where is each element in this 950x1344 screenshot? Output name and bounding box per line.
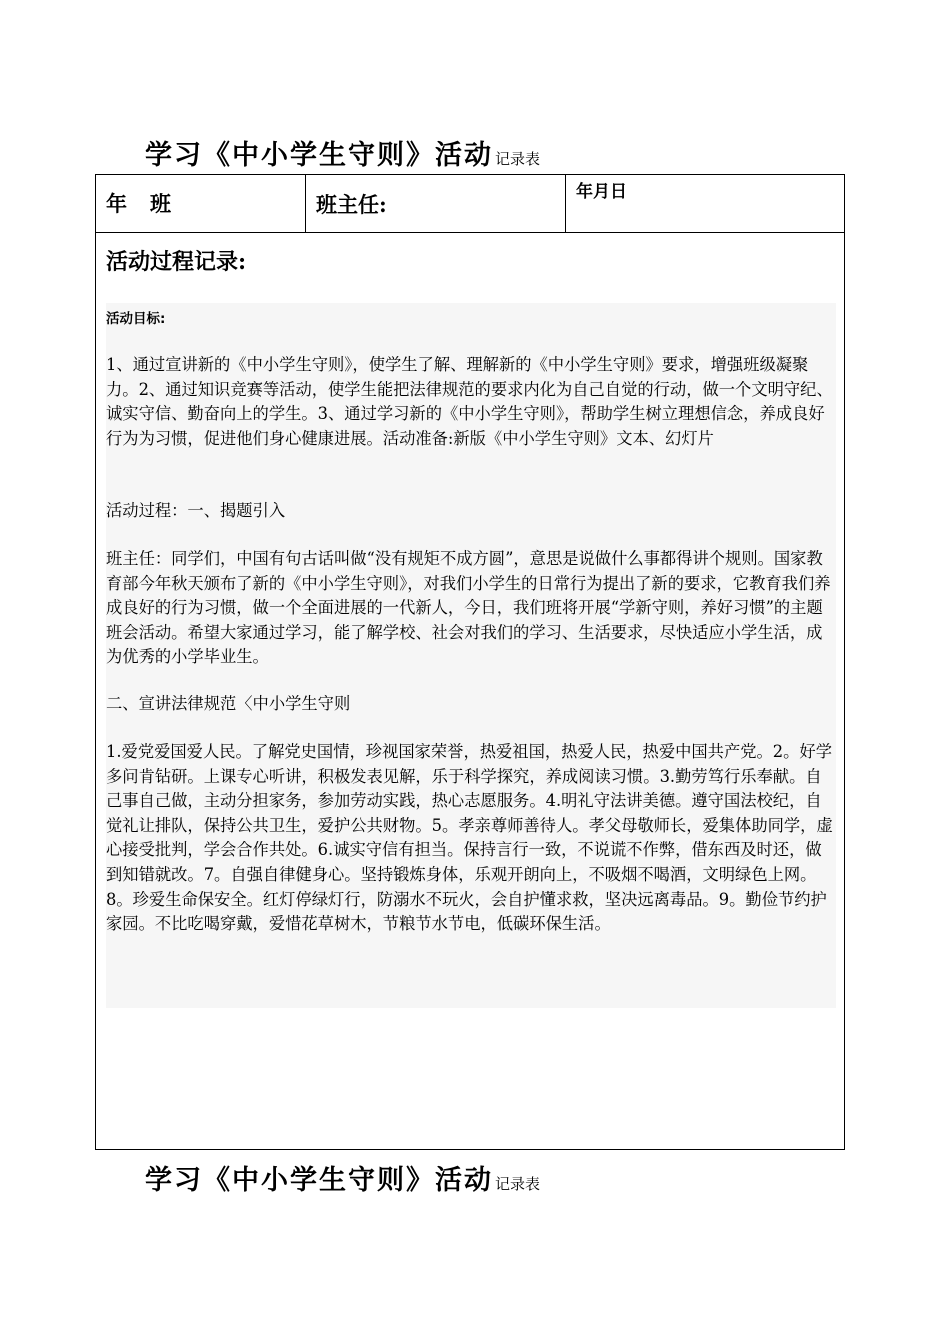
class-cell — [96, 175, 306, 232]
title-suffix-repeat: 记录表 — [495, 1175, 541, 1193]
record-body — [96, 233, 844, 1149]
title-suffix: 记录表 — [495, 150, 541, 168]
goal-label: 活动目标: — [106, 311, 166, 327]
record-table — [95, 174, 845, 1150]
page-title — [145, 133, 540, 172]
page-title-repeat — [145, 1158, 540, 1197]
section2-heading: 二、宣讲法律规范〈中小学生守则 — [106, 694, 351, 713]
process-heading: 活动过程：一、揭题引入 — [106, 501, 286, 520]
title-main: 学习《中小学生守则》活动 — [145, 140, 493, 171]
teacher-speech-paragraph: 班主任：同学们，中国有句古话叫做“没有规矩不成方圆”，意思是说做什么事都得讲个规则。国家教育部今年秋天颁布了新的《中小学生守则》，对我们小学生的日常行为提出了新的要求，它教育我们养成良好的行为习惯，做一个全面进展的一代新人，今日，我们班将开展“学新守则，养好习惯”的主题班会活动。希望大家通过学习，能了解学校、社会对我们的学习、生活要求，尽快适应小学生活，成为优秀的小学毕业生。 — [106, 549, 831, 667]
rules-paragraph: 1.爱党爱国爱人民。了解党史国情，珍视国家荣誉，热爱祖国，热爱人民，热爱中国共产党。2。好学多问肯钻研。上课专心听讲，积极发表见解，乐于科学探究，养成阅读习惯。3.勤劳笃行乐奉献。自己事自己做，主动分担家务，参加劳动实践，热心志愿服务。4.明礼守法讲美德。遵守国法校纪，自觉礼让排队，保持公共卫生，爱护公共财物。5。孝亲尊师善待人。孝父母敬师长，爱集体助同学，虚心接受批判，学会合作共处。6.诚实守信有担当。保持言行一致，不说谎不作弊，借东西及时还，做到知错就改。7。自强自律健身心。坚持锻炼身体，乐观开朗向上，不吸烟不喝酒，文明绿色上网。8。珍爱生命保安全。红灯停绿灯行，防溺水不玩火，会自护懂求救，坚决远离毒品。9。勤俭节约护家园。不比吃喝穿戴，爱惜花草树木，节粮节水节电，低碳环保生活。 — [106, 742, 833, 934]
teacher-label: 班主任: — [316, 192, 387, 217]
date-cell — [566, 175, 844, 232]
title-main-repeat: 学习《中小学生守则》活动 — [145, 1165, 493, 1196]
header-row — [96, 175, 844, 233]
date-label: 年月日 — [576, 182, 627, 202]
goals-paragraph: 1、通过宣讲新的《中小学生守则》，使学生了解、理解新的《中小学生守则》要求，增强班级凝聚力。2、通过知识竞赛等活动，使学生能把法律规范的要求内化为自己自觉的行动，做一个文明守纪、诚实守信、勤奋向上的学生。3、通过学习新的《中小学生守则》，帮助学生树立理想信念，养成良好行为为习惯，促进他们身心健康进展。活动准备:新版《中小学生守则》文本、幻灯片 — [106, 355, 833, 448]
teacher-cell — [306, 175, 566, 232]
record-content — [106, 303, 836, 1008]
process-record-heading: 活动过程记录: — [106, 249, 247, 275]
class-label: 年 班 — [106, 191, 172, 216]
